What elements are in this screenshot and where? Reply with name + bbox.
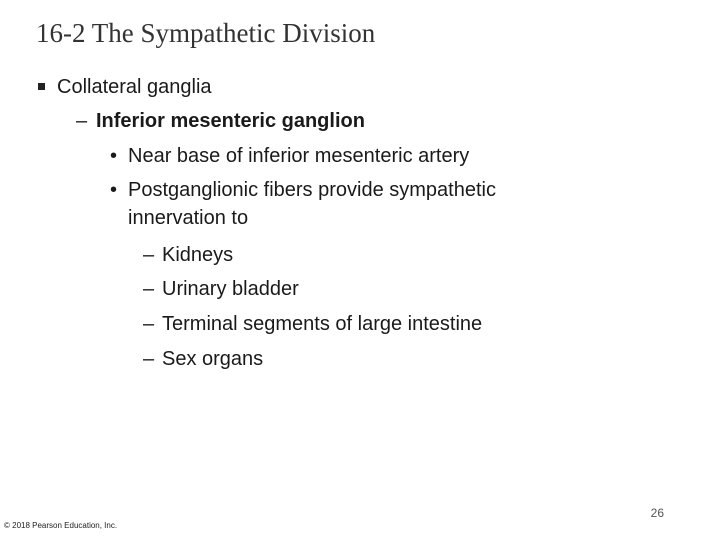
- bullet-collateral-ganglia: Collateral ganglia: [57, 76, 212, 98]
- bullet-kidneys: Kidneys: [162, 244, 234, 266]
- dot-marker: •: [110, 179, 118, 201]
- dot-marker: •: [110, 145, 118, 167]
- bullet-near-base: Near base of inferior mesenteric artery: [128, 145, 470, 167]
- dash-marker: –: [143, 348, 155, 370]
- dash-marker: –: [143, 313, 155, 335]
- bullet-urinary-bladder: Urinary bladder: [162, 278, 299, 300]
- dash-marker: –: [143, 278, 155, 300]
- square-bullet-icon: [38, 83, 45, 90]
- bullet-large-intestine: Terminal segments of large intestine: [162, 313, 483, 335]
- bullet-postganglionic-continuation: innervation to: [128, 207, 249, 229]
- dash-marker: –: [143, 244, 155, 266]
- bullet-postganglionic-fibers: Postganglionic fibers provide sympathetic: [128, 179, 496, 201]
- dash-marker: –: [76, 110, 88, 132]
- bullet-sex-organs: Sex organs: [162, 348, 264, 370]
- page-number: 26: [650, 506, 664, 520]
- slide-title: 16-2 The Sympathetic Division: [36, 18, 376, 48]
- bullet-inferior-mesenteric-ganglion: Inferior mesenteric ganglion: [96, 110, 365, 132]
- copyright-footer: © 2018 Pearson Education, Inc.: [4, 521, 118, 530]
